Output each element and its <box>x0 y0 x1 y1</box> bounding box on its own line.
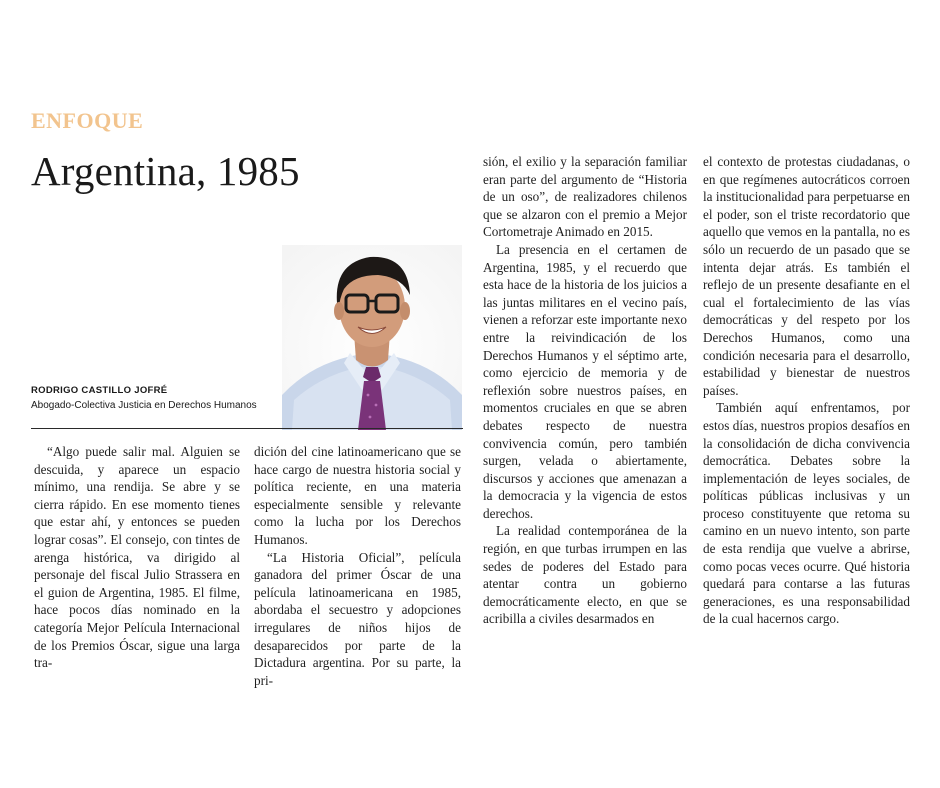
author-name: RODRIGO CASTILLO JOFRÉ <box>31 385 168 396</box>
paragraph: “Algo puede salir mal. Alguien se descuida, y aparece un espacio mínimo, una rendija. Se abre y se cierra rápido. En ese momento tienes que estar ahí, y entonces se pueden lograr cosas”. El consejo, con tintes de arenga histórica, va dirigido al personaje del fiscal Julio Strassera en el guion de Argentina, 1985. El filme, hace pocos días nominado en la categoría Mejor Película Internacional de los Premios Óscar, sigue una larga tra- <box>34 444 240 671</box>
article-title: Argentina, 1985 <box>31 148 300 194</box>
column-3 <box>483 153 687 628</box>
paragraph: La realidad contemporánea de la región, en que turbas irrumpen en las sedes de poderes del Estado para atentar contra un gobierno democráticamente electo, en que se acribilla a civiles desarmados en <box>483 523 687 627</box>
paragraph: También aquí enfrentamos, por estos días, nuestros propios desafíos en la consolidación de dicha convivencia democrática. Debates sobre la implementación de leyes sociales, de políticas públicas inclusivas y un proceso constituyente que retoma su camino en un nuevo intento, son parte de esta rendija que vuelve a abrirse, como pocas veces ocurre. Qué historia quedará para contarse a las futuras generaciones, es una responsabilidad de la cual hacernos cargo. <box>703 400 910 627</box>
author-photo <box>282 245 462 430</box>
paragraph: La presencia en el certamen de Argentina, 1985, y el recuerdo que esta hace de la historia de los juicios a las juntas militares en el vecino país, vienen a reforzar este importante nexo entre la reivindicación de los Derechos Humanos y el séptimo arte, como ejercicio de memoria y de reflexión sobre nuestros países, en momentos cruciales en que se abren debates respecto de nuestra convivencia común, pero también surgen, velada o abiertamente, discursos y acciones que amenazan a la democracia y la vigencia de estos derechos. <box>483 241 687 521</box>
column-4 <box>703 153 910 628</box>
column-1 <box>34 443 240 672</box>
paragraph: dición del cine latinoamericano que se hace cargo de nuestra historia social y política reciente, en una materia especialmente sensible y relevante como la lucha por los Derechos Humanos. <box>254 444 461 547</box>
divider <box>31 428 463 429</box>
paragraph: “La Historia Oficial”, película ganadora del primer Óscar de una película latinoamericana en 1985, abordaba el secuestro y adopciones irregulares de niños hijos de desaparecidos por parte de la Dictadura argentina. Por su parte, la pri- <box>254 549 461 688</box>
column-2 <box>254 443 461 689</box>
author-block <box>31 385 281 411</box>
paragraph: el contexto de protestas ciudadanas, o en que regímenes autocráticos corroen la institucionalidad para perpetuarse en el poder, son el triste recordatorio que aquello que vemos en la pantalla, no es sólo un recuerdo de un pasado que se intenta dejar atrás. Es también el reflejo de un presente desafiante en el cual el fortalecimiento de las vías democráticas y del respeto por los Derechos Humanos, como una condición necesaria para el desarrollo, estabilidad y bienestar de nuestros países. <box>703 154 910 398</box>
paragraph: sión, el exilio y la separación familiar eran parte del argumento de “Historia de un oso”, de realizadores chilenos que se alzaron con el premio a Mejor Cortometraje Animado en 2015. <box>483 154 687 240</box>
author-role: Abogado-Colectiva Justicia en Derechos Humanos <box>31 400 257 411</box>
section-label: ENFOQUE <box>31 108 144 133</box>
